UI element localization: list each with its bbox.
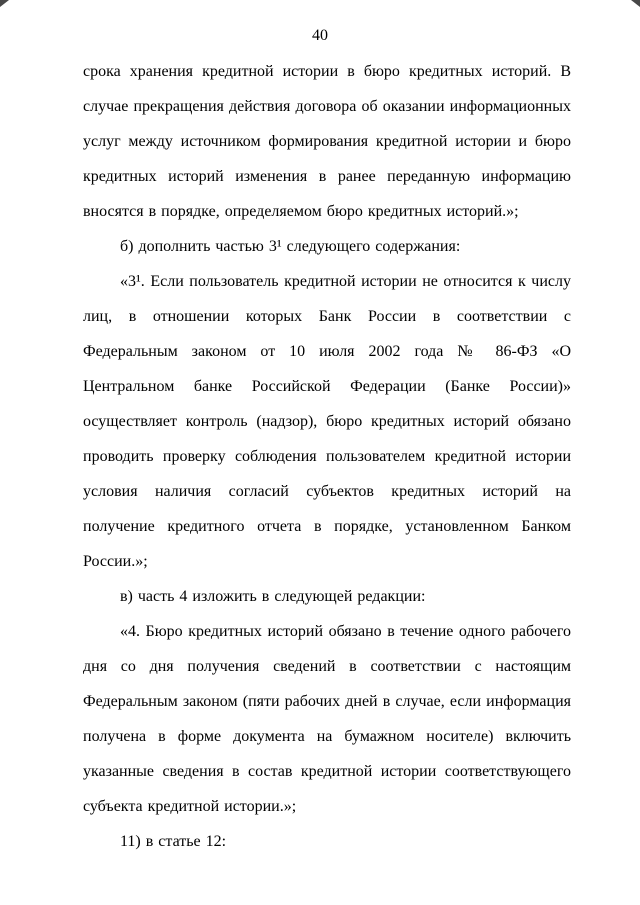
paragraph-subitem-v: в) часть 4 изложить в следующей редакции: bbox=[120, 588, 426, 605]
document-body bbox=[83, 54, 571, 859]
paragraph-part-3-1: «3¹. Если пользователь кредитной истории не относится к числу лиц, в отношении которых Банк России в соответствии с Федеральным законом от 10 июля 2002 года № 86-ФЗ «О Центральном банке Российской Федерации (Банке России)» осуществляет контроль (надзор), бюро кредитных историй обязано проводить проверку соблюдения пользователем кредитной истории условия наличия согласий субъектов кредитных историй на получение кредитного отчета в порядке, установленном Банком России.»; bbox=[83, 273, 571, 570]
paragraph-item-11: 11) в статье 12: bbox=[120, 833, 227, 850]
scan-artifact-top-right bbox=[631, 0, 640, 7]
paragraph-subitem-b: б) дополнить частью 3¹ следующего содержания: bbox=[120, 238, 461, 255]
scan-artifact-top-left bbox=[0, 0, 9, 7]
paragraph-continuation: срока хранения кредитной истории в бюро кредитных историй. В случае прекращения действия договора об оказании информационных услуг между источником формирования кредитной истории и бюро кредитных историй изменения в ранее переданную информацию вносятся в порядке, определяемом бюро кредитных историй.»; bbox=[83, 63, 571, 220]
page-number: 40 bbox=[312, 27, 328, 44]
paragraph-part-4: «4. Бюро кредитных историй обязано в течение одного рабочего дня со дня получения сведений в соответствии с настоящим Федеральным законом (пяти рабочих дней в случае, если информация получена в форме документа на бумажном носителе) включить указанные сведения в состав кредитной истории соответствующего субъекта кредитной истории.»; bbox=[83, 623, 571, 815]
